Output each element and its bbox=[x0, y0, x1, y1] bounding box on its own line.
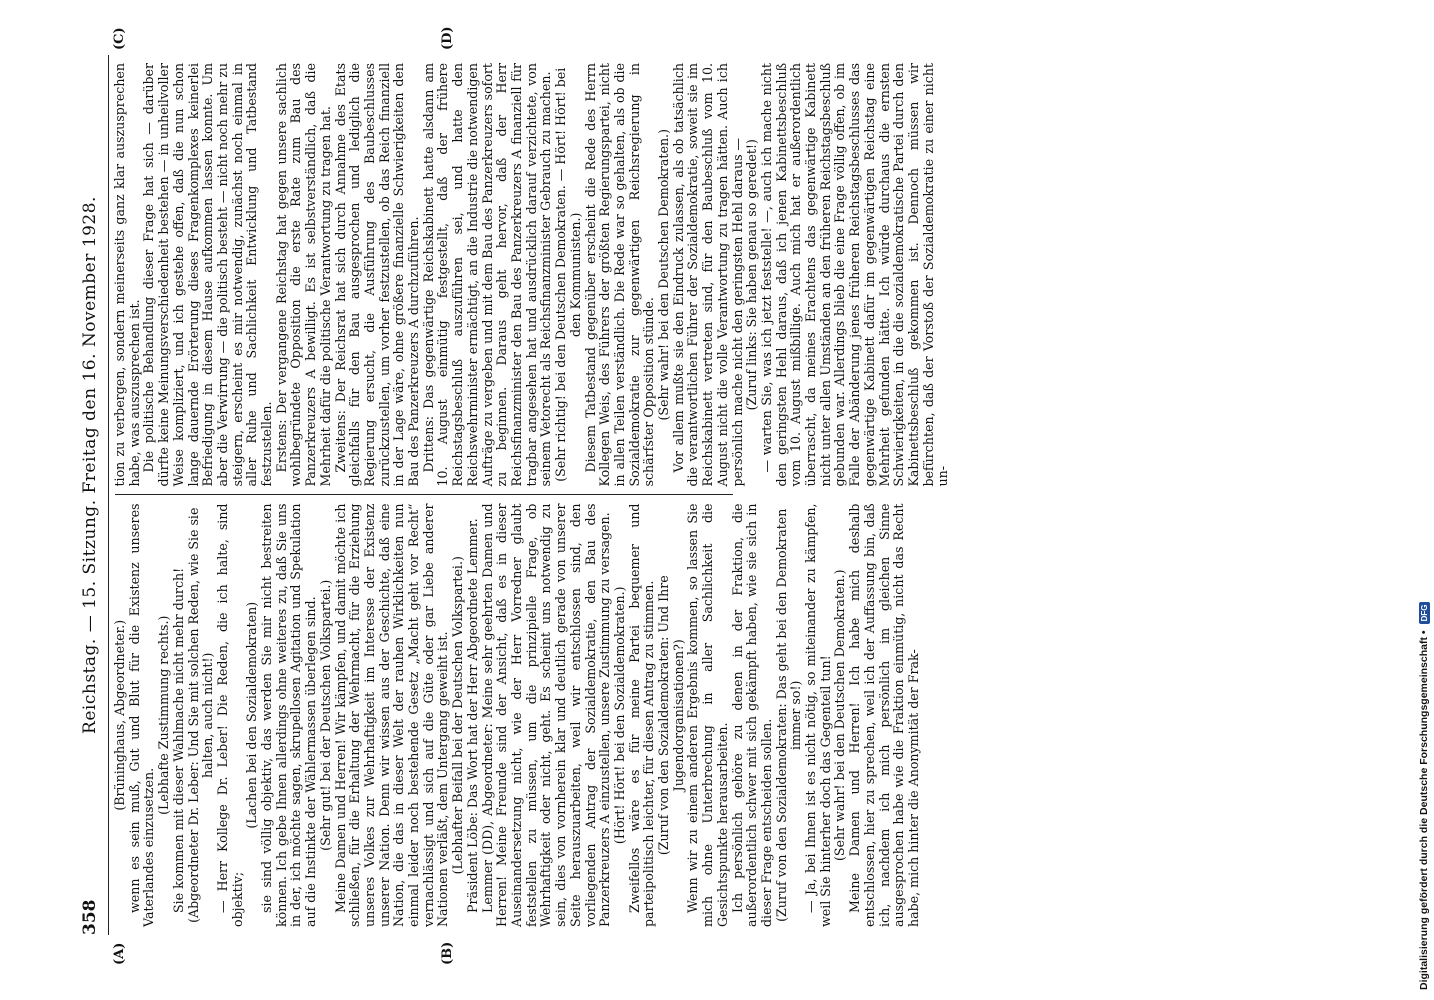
paragraph: Ich persönlich gehöre zu denen in der Fraktion, die außerordentlich schwer mit sich gekämpft haben, wie sie sich in dieser Frage entscheiden sollen. bbox=[729, 503, 774, 927]
paragraph: Lemmer (DD), Abgeordneter: Meine sehr geehrten Damen und Herren! Meine Freunde sind der Ansicht, daß es in dieser Auseinandersetzung nicht, wie der Herr Vorredner glaubt feststellen zu müssen, um die prinzipielle Frage, ob Wehrhaftigkeit oder nicht, geht. Es scheint uns notwendig zu sein, dies von vornherein klar und deutlich gerade von unserer Seite herauszuarbeiten, weil wir entschlossen sind, den vorliegenden Antrag der Sozialdemokratie, den Bau des Panzerkreuzers A einzustellen, unsere Zustimmung zu versagen. bbox=[479, 503, 613, 927]
paragraph: (Abgeordneter Dr. Leber: Und Sie mit solchen Reden, wie Sie sie halten, auch nicht!) bbox=[185, 507, 216, 923]
paragraph: — Ja, bei Ihnen ist es nicht nötig, so miteinander zu kämpfen, weil Sie hinterher doch das Gegenteil tun! bbox=[803, 503, 833, 927]
paragraph: — Herr Kollege Dr. Leber! Die Reden, die ich halte, sind objektiv; bbox=[214, 503, 245, 927]
right-column bbox=[112, 55, 951, 495]
paragraph: tion zu verbergen, sondern meinerseits ganz klar auszusprechen habe, was auszusprechen ist. bbox=[112, 63, 142, 487]
column-divider bbox=[115, 495, 733, 496]
paragraph: wenn es sein muß, Gut und Blut für die Existenz unseres Vaterlandes einzusetzen. bbox=[126, 503, 157, 927]
credit-text: Digitalisierung gefördert durch die Deutsche Forschungsgemeinschaft • bbox=[1418, 630, 1430, 990]
paragraph: Vor allem mußte sie den Eindruck zulassen, als ob tatsächlich die verantwortlichen Führer der Sozialdemokratie, soweit sie im Reichskabinett vertreten sind, für den Baubeschluß vom 10. August nicht die volle Verantwortung zu tragen hätten. Auch ich persönlich mache nicht den geringsten Hehl daraus — bbox=[670, 63, 745, 487]
dfg-logo-badge: DFG bbox=[1419, 602, 1430, 625]
paragraph: (Sehr wahr! bei den Deutschen Demokraten.) bbox=[656, 129, 672, 421]
paragraph: Die politische Behandlung dieser Frage hat sich — darüber dürfte keine Meinungsverschiedenheit bestehen — in unheilvoller Weise kompliziert, und ich gestehe offen, daß die nun schon lange dauernde Erörterung dieses Fragenkomplexes keinerlei Befriedigung in diesem Hause aufkommen lassen konnte. Um aber die Verwirrung — die politisch besteht — nicht noch mehr zu steigern, erscheint es mir notwendig, zunächst noch einmal in aller Ruhe und Sachlichkeit Entwicklung und Tatbestand festzustellen. bbox=[141, 63, 275, 487]
paragraph: (Lebhafter Beifall bei der Deutschen Volkspartei.) bbox=[450, 556, 466, 875]
margin-marker-b: (B) bbox=[440, 941, 455, 965]
left-column bbox=[112, 496, 921, 936]
running-head bbox=[80, 55, 109, 935]
page-number: 358 bbox=[80, 899, 100, 935]
text-columns bbox=[112, 55, 951, 935]
paragraph: Meine Damen und Herren! Ich habe mich deshalb entschlossen, hier zu sprechen, weil ich der Auffassung bin, daß ich, nachdem ich mich persönlich im gleichen Sinne ausgesprochen habe wie die Fraktion einmütig, nicht das Recht habe, mich hinter die Anonymität der Frak- bbox=[847, 503, 921, 927]
paragraph: — warten Sie, was ich jetzt feststelle! —, auch ich mache nicht den geringsten Hehl daraus, daß ich jenen Kabinettsbeschluß vom 10. August mißbillige. Auch mich hat er außerordentlich überrascht, da meines Erachtens das gegenwärtige Kabinett nicht unter allen Umständen an den früheren Reichstagsbeschluß gebunden war. Allerdings blieb die eine Frage völlig offen, ob im Falle der Abänderung jenes früheren Reichstagsbeschlusses das gegenwärtige Kabinett dafür im gegenwärtigen Reichstag eine Mehrheit gefunden hätte. Ich würde durchaus die ernsten Schwierigkeiten, in die die sozialdemokratische Partei durch den Kabinettsbeschluß gekommen ist. Dennoch müssen wir befürchten, daß der Vorstoß der Sozialdemokratie zu einer nicht un- bbox=[758, 63, 951, 487]
paragraph: sie sind völlig objektiv, das werden Sie mir nicht bestreiten können. Ich gebe Ihnen allerdings ohne weiteres zu, daß Sie uns in der, ich möchte sagen, skrupellosen Agitation und Spekulation auf die Instinkte der Wählermassen überlegen sind. bbox=[259, 503, 319, 927]
paragraph: (Zuruf links: Sie haben genau so geredet!) bbox=[744, 139, 760, 411]
paragraph: Wenn wir zu einem anderen Ergebnis kommen, so lassen Sie mich ohne Unterbrechung in aller Sachlichkeit die Gesichtspunkte herausarbeiten. bbox=[685, 503, 730, 927]
paragraph: Sie kommen mit dieser Wahlmache nicht mehr durch! bbox=[170, 567, 186, 913]
paragraph: (Hört! Hört! bei den Sozialdemokraten.) bbox=[611, 586, 627, 845]
paragraph: Zweifellos wäre es für meine Partei bequemer und parteipolitisch leichter, für diesen Antrag zu stimmen. bbox=[626, 503, 657, 927]
paragraph: (Zuruf von den Sozialdemokraten: Das geht bei den Demokraten immer so!) bbox=[773, 508, 804, 922]
paragraph: Präsident Löbe: Das Wort hat der Herr Abgeordnete Lemmer. bbox=[464, 518, 480, 913]
paragraph: Drittens: Das gegenwärtige Reichskabinett hatte alsdann am 10. August einmütig festgestellt, daß der frühere Reichstagsbeschluß auszuführen sei, und hatte den Reichswehrminister ermächtigt, an die Industrie die notwendigen Aufträge zu vergeben und mit dem Bau des Panzerkreuzers sofort zu beginnen. Daraus geht hervor, daß der Herr Reichsfinanzminister den Bau des Panzerkreuzers A finanziell für tragbar angesehen hat und ausdrücklich darauf verzichtete, von seinem Vetorecht als Reichsfinanzminister Gebrauch zu machen. bbox=[420, 63, 554, 487]
paragraph: Meine Damen und Herren! Wir kämpfen, und damit möchte ich schließen, für die Erhaltung der Wehrmacht, für die Erziehung unseres Volkes zur Wehrhaftigkeit im Interesse der Existenz unserer Nation. Denn wir wissen aus der Geschichte, daß eine Nation, die das in dieser Welt der rauhen Wirklichkeiten nun einmal leider noch bestehende Gesetz „Macht geht vor Recht“ vernachlässigt und sich auf die Güte oder gar Liebe anderer Nationen verläßt, dem Untergang geweiht ist. bbox=[332, 503, 451, 927]
page-header-title: Reichstag. — 15. Sitzung. Freitag den 16. November 1928. bbox=[80, 196, 100, 734]
paragraph: (Brüninghaus, Abgeordneter.) bbox=[112, 619, 127, 811]
margin-marker-a: (A) bbox=[112, 942, 127, 965]
margin-marker-c: (C) bbox=[112, 27, 127, 50]
paragraph: Erstens: Der vergangene Reichstag hat gegen unsere sachlich wohlbegründete Opposition die erste Rate zum Bau des Panzerkreuzers A bewilligt. Es ist selbstverständlich, daß die Mehrheit dafür die politische Verantwortung zu tragen hat. bbox=[273, 63, 333, 487]
margin-marker-d: (D) bbox=[440, 26, 455, 50]
rotated-document-page bbox=[80, 26, 951, 965]
paragraph: (Sehr wahr! bei den Deutschen Demokraten.) bbox=[832, 569, 848, 861]
paragraph: (Sehr gut! bei der Deutschen Volkspartei.) bbox=[317, 579, 333, 851]
paragraph: Diesem Tatbestand gegenüber erscheint die Rede des Herrn Kollegen Weis, des Führers der größten Regierungspartei, nicht in allen Teilen verständlich. Die Rede war so gehalten, als ob die Sozialdemokratie zur gegenwärtigen Reichsregierung in schärfster Opposition stünde. bbox=[582, 63, 657, 487]
paragraph: (Lachen bei den Sozialdemokraten) bbox=[244, 601, 260, 829]
paragraph: Zweitens: Der Reichsrat hat sich durch Annahme des Etats gleichfalls für den Bau ausgesprochen und lediglich die Regierung ersucht, die Ausführung des Baubeschlusses zurückzustellen, um vorher festzustellen, ob das Reich finanziell in der Lage wäre, ohne größere finanzielle Schwierigkeiten den Bau des Panzerkreuzers A durchzuführen. bbox=[332, 63, 422, 487]
paragraph: (Sehr richtig! bei den Deutschen Demokraten. — Hört! Hört! bei den Kommunisten.) bbox=[553, 67, 583, 482]
paragraph: (Lebhafte Zustimmung rechts.) bbox=[156, 615, 172, 815]
paragraph: (Zuruf von den Sozialdemokraten: Und Ihre Jugendorganisationen?) bbox=[656, 575, 686, 856]
digitization-credit bbox=[1418, 0, 1430, 990]
